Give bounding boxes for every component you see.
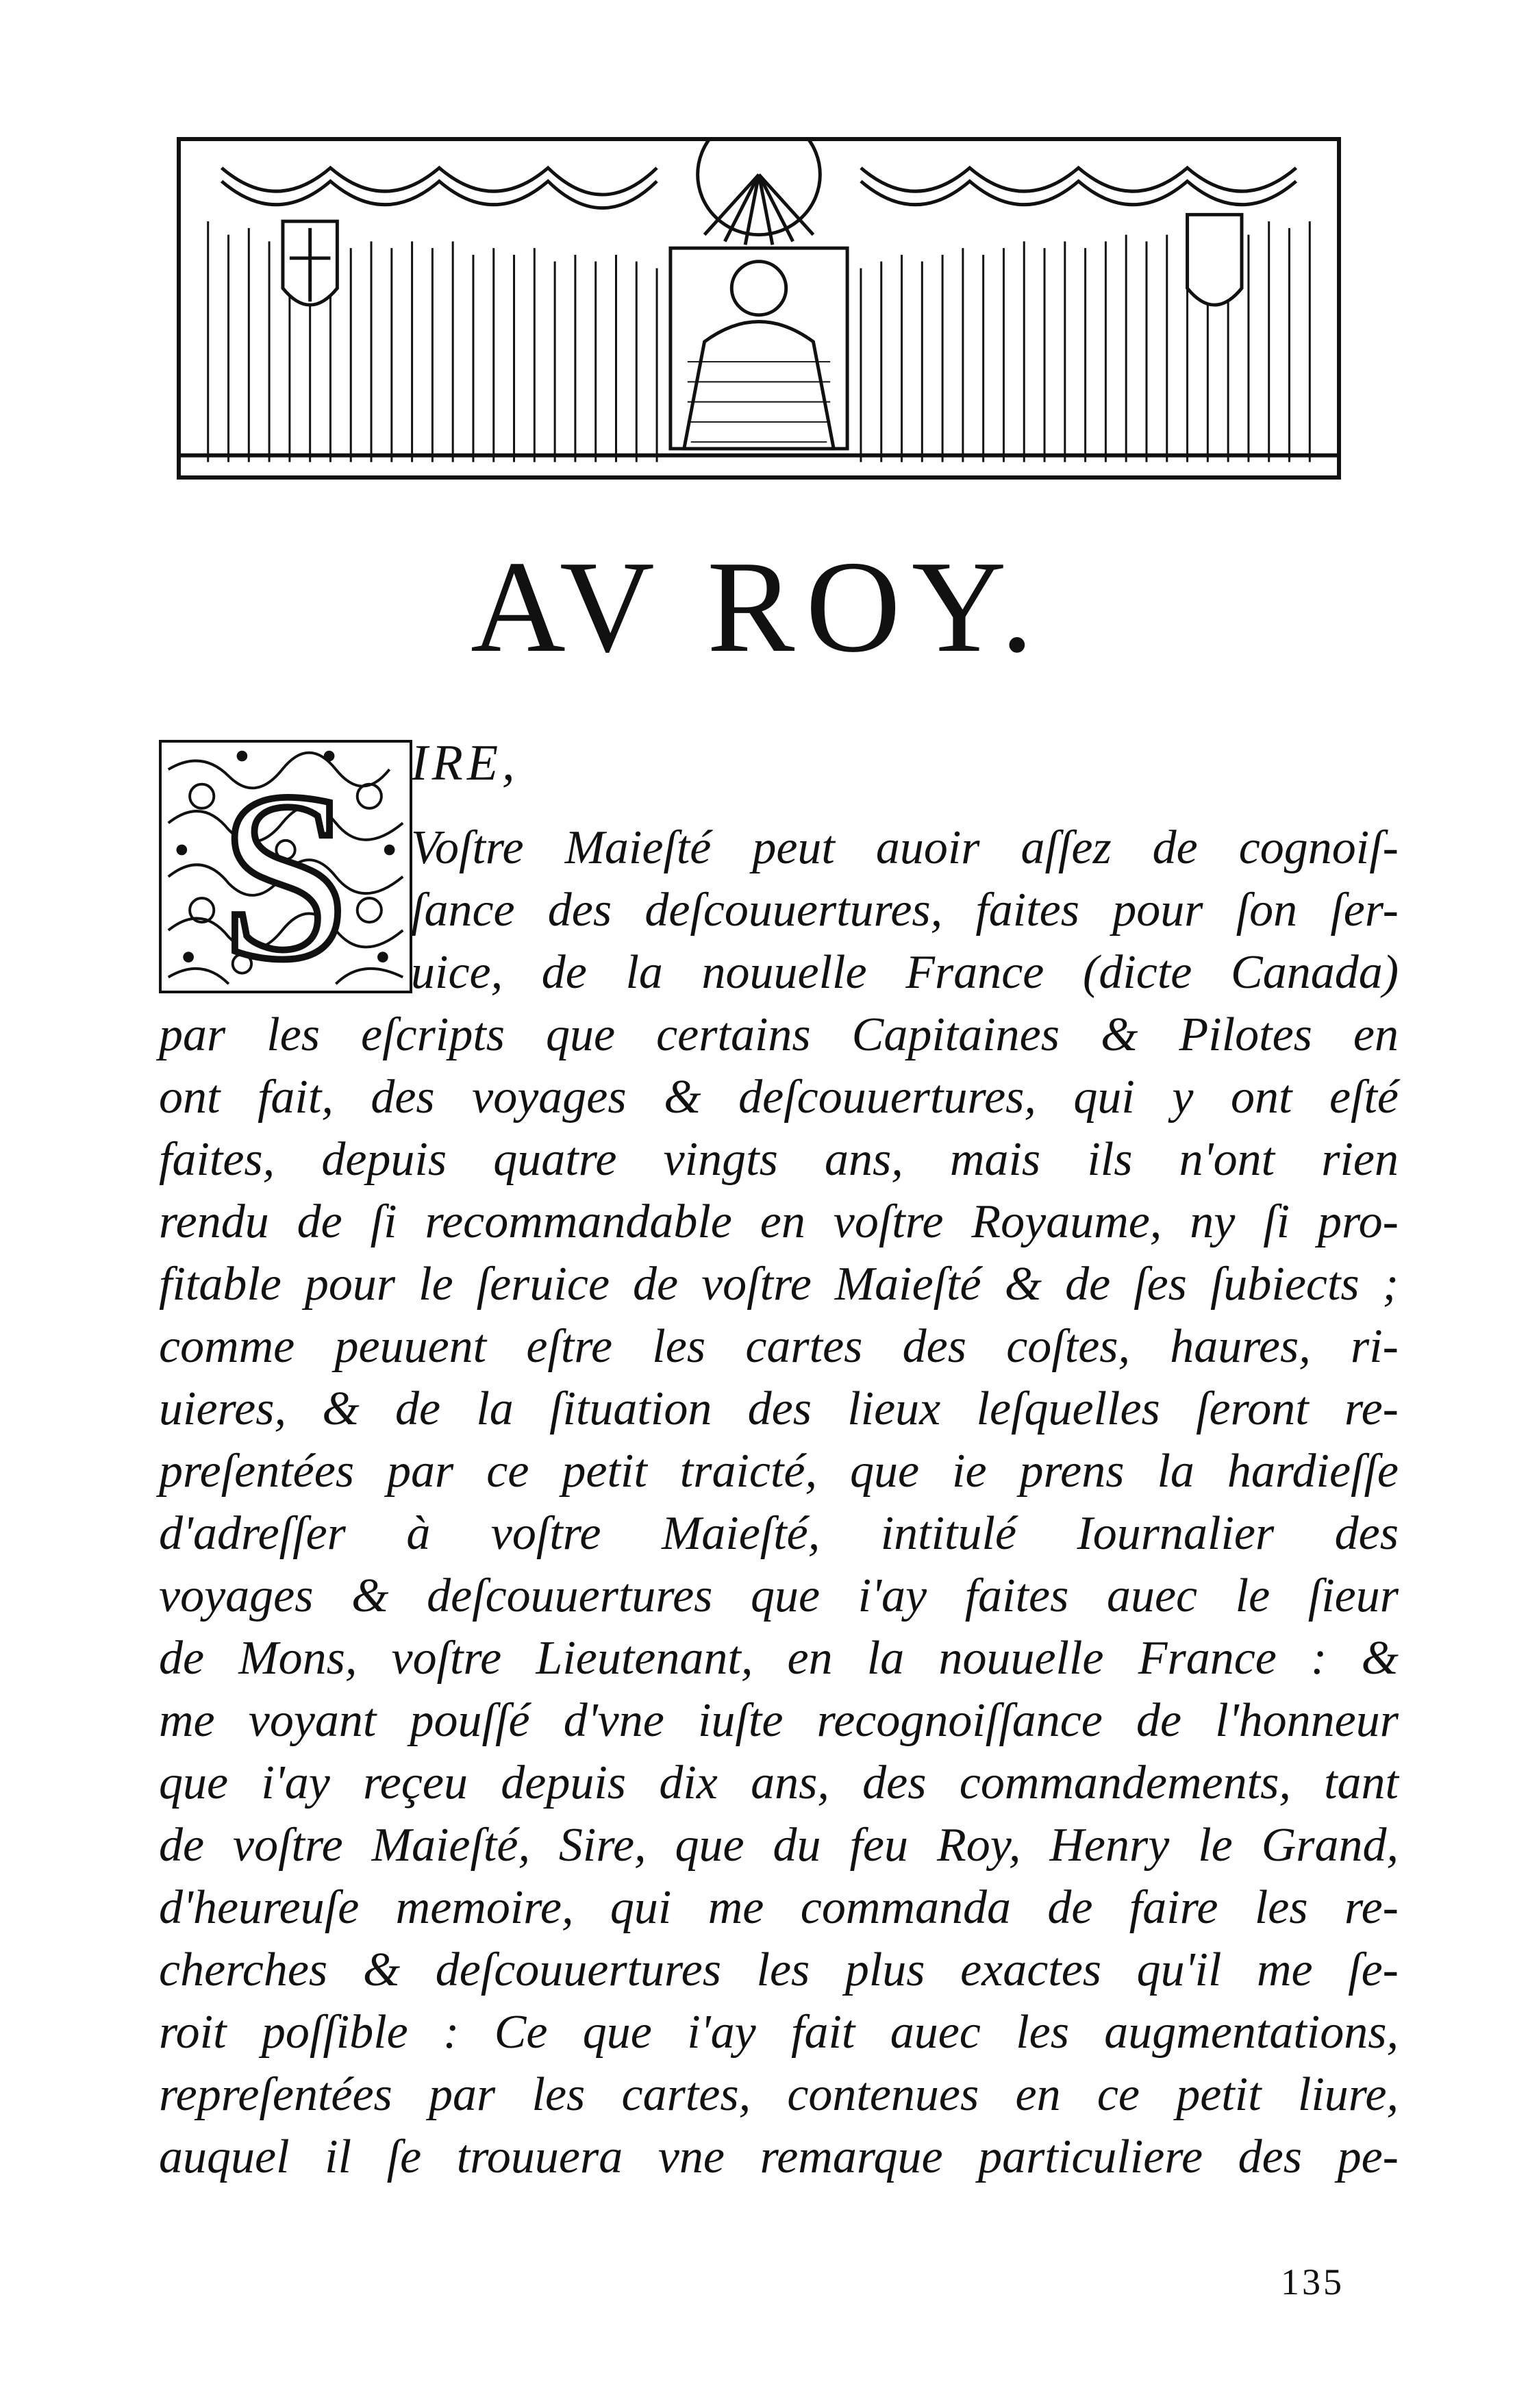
woodcut-illustration xyxy=(177,137,1341,480)
text-line: voyages & deſcouuertures que i'ay faites auec le ſieur xyxy=(159,1569,1399,1622)
text-line: preſentées par ce petit traicté, que ie prens la hardieſſe xyxy=(159,1445,1399,1498)
text-line: cherches & deſcouuertures les plus exactes qu'il me ſe- xyxy=(159,1944,1399,1996)
initial-letter: S xyxy=(218,743,353,991)
text-line: d'heureuſe memoire, qui me commanda de faire les re- xyxy=(159,1881,1399,1934)
text-line: repreſentées par les cartes, contenues en ce petit liure, xyxy=(159,2068,1399,2121)
text-line: rendu de ſi recommandable en voſtre Royaume, ny ſi pro- xyxy=(159,1195,1399,1248)
text-line: uice, de la nouuelle France (dicte Canada) xyxy=(411,946,1399,999)
indented-paragraph-lines xyxy=(411,817,1399,1004)
text-line: que i'ay reçeu depuis dix ans, des commandements, tant xyxy=(159,1757,1399,1809)
decorated-initial xyxy=(159,740,412,993)
text-line: fitable pour le ſeruice de voſtre Maieſté & de ſes ſubiects ; xyxy=(159,1258,1399,1311)
text-line: de voſtre Maieſté, Sire, que du feu Roy, Henry le Grand, xyxy=(159,1819,1399,1872)
text-line: ont fait, des voyages & deſcouuertures, qui y ont eſté xyxy=(159,1071,1399,1124)
text-line: auquel il ſe trouuera vne remarque particuliere des pe- xyxy=(159,2131,1399,2183)
body-paragraph xyxy=(159,1004,1399,2188)
page-title: AV ROY. xyxy=(471,534,1044,680)
text-line: ſance des deſcouuertures, faites pour ſon ſer- xyxy=(411,884,1399,936)
woodcut-scene-image xyxy=(181,141,1337,475)
text-line: me voyant pouſſé d'vne iuſte recognoiſſance de l'honneur xyxy=(159,1694,1399,1747)
text-line: de Mons, voſtre Lieutenant, en la nouuelle France : & xyxy=(159,1632,1399,1685)
page-number: 135 xyxy=(1281,2261,1344,2303)
salutation: IRE, xyxy=(411,735,519,791)
text-line: Voſtre Maieſté peut auoir aſſez de cognoiſ- xyxy=(411,821,1399,874)
text-line: uieres, & de la ſituation des lieux leſquelles ſeront re- xyxy=(159,1382,1399,1435)
text-line: comme peuuent eſtre les cartes des coſtes, haures, ri- xyxy=(159,1320,1399,1373)
text-line: faites, depuis quatre vingts ans, mais ils n'ont rien xyxy=(159,1133,1399,1186)
text-line: roit poſſible : Ce que i'ay fait auec les augmentations, xyxy=(159,2006,1399,2059)
text-line: par les eſcripts que certains Capitaines & Pilotes en xyxy=(159,1008,1399,1061)
text-line: d'adreſſer à voſtre Maieſté, intitulé Iournalier des xyxy=(159,1507,1399,1560)
ornamental-initial-s-icon xyxy=(162,743,410,991)
